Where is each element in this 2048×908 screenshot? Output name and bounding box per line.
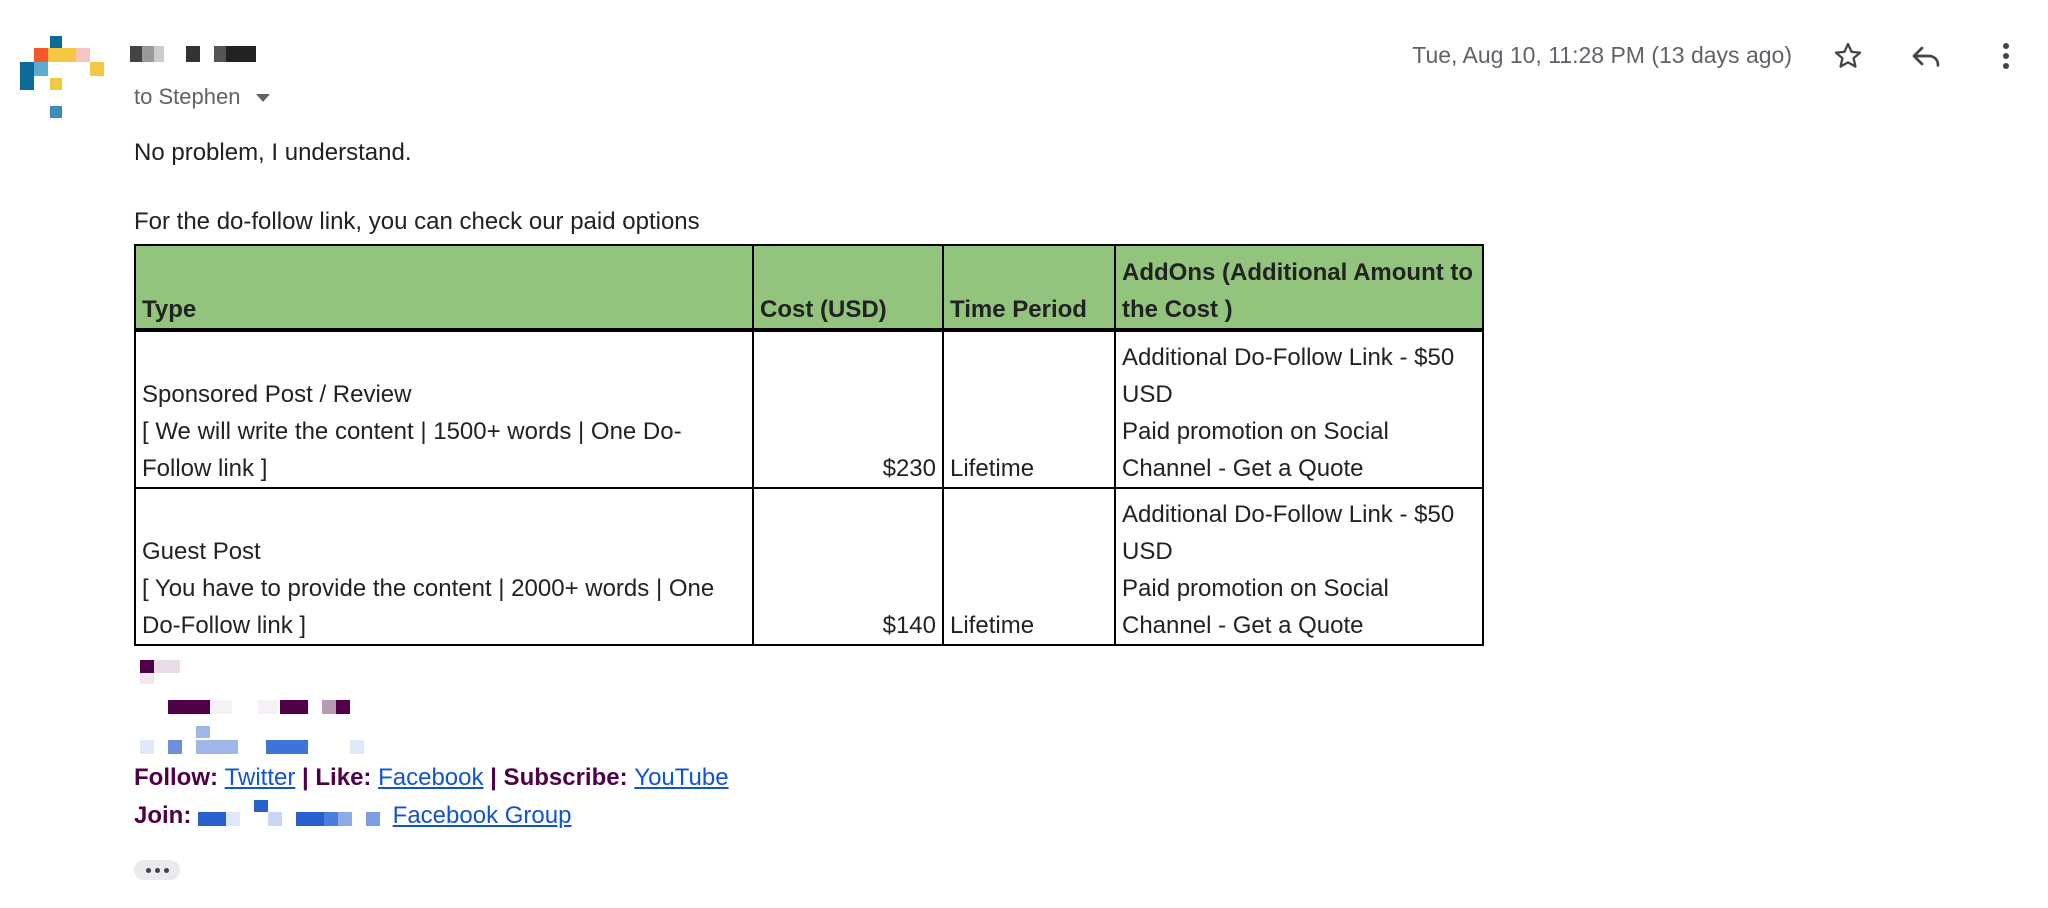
reply-icon — [1909, 40, 1943, 72]
header-addons: AddOns (Additional Amount to the Cost ) — [1115, 245, 1483, 330]
cell-addons — [1115, 488, 1483, 645]
subscribe-label: | Subscribe: — [490, 764, 628, 791]
message-body-line: No problem, I understand. — [134, 139, 412, 166]
ellipsis-dot — [155, 868, 160, 873]
table-row — [135, 488, 1483, 645]
facebook-link[interactable]: Facebook — [378, 764, 484, 791]
group-name-redacted — [198, 808, 386, 826]
follow-label: Follow: — [134, 764, 218, 791]
pricing-table — [134, 244, 1484, 646]
type-detail: [ You have to provide the content | 2000+ words | One Do-Follow link ] — [142, 575, 715, 639]
recipient-label: to Stephen — [134, 84, 241, 109]
cell-addons — [1115, 330, 1483, 488]
cell-type — [135, 488, 753, 645]
table-header-row — [135, 245, 1483, 330]
chevron-down-icon — [256, 94, 270, 102]
message-intro-line: For the do-follow link, you can check our paid options — [134, 208, 700, 235]
more-vert-icon — [2001, 41, 2011, 71]
star-button[interactable] — [1828, 36, 1868, 76]
cell-time-period: Lifetime — [943, 488, 1115, 645]
recipient-toggle[interactable] — [134, 84, 270, 110]
addon-item: Additional Do-Follow Link - $50 USD — [1122, 344, 1455, 408]
sender-name-redacted — [130, 46, 260, 64]
ellipsis-dot — [146, 868, 151, 873]
addon-item: Paid promotion on Social Channel - Get a Quote — [1122, 575, 1389, 639]
type-detail: [ We will write the content | 1500+ words | One Do-Follow link ] — [142, 418, 682, 482]
youtube-link[interactable]: YouTube — [634, 764, 729, 791]
more-options-button[interactable] — [1986, 36, 2026, 76]
facebook-group-link[interactable]: Facebook Group — [392, 802, 572, 829]
sender-avatar — [14, 30, 106, 122]
star-icon — [1832, 40, 1864, 72]
type-title: Sponsored Post / Review — [142, 381, 412, 408]
header-time-period: Time Period — [943, 245, 1115, 330]
cell-type — [135, 330, 753, 488]
table-row — [135, 330, 1483, 488]
message-timestamp: Tue, Aug 10, 11:28 PM (13 days ago) — [1412, 42, 1792, 68]
addon-item: Additional Do-Follow Link - $50 USD — [1122, 501, 1455, 565]
cell-time-period: Lifetime — [943, 330, 1115, 488]
cell-cost: $140 — [753, 488, 943, 645]
show-trimmed-content-button[interactable] — [134, 860, 180, 880]
like-label: | Like: — [302, 764, 372, 791]
ellipsis-dot — [164, 868, 169, 873]
addon-item: Paid promotion on Social Channel - Get a Quote — [1122, 418, 1389, 482]
header-cost: Cost (USD) — [753, 245, 943, 330]
signature-join-line — [134, 802, 571, 830]
type-title: Guest Post — [142, 538, 261, 565]
join-label: Join: — [134, 802, 192, 829]
twitter-link[interactable]: Twitter — [224, 764, 296, 791]
header-type: Type — [135, 245, 753, 330]
signature-follow-line — [134, 764, 729, 792]
reply-button[interactable] — [1906, 36, 1946, 76]
cell-cost: $230 — [753, 330, 943, 488]
